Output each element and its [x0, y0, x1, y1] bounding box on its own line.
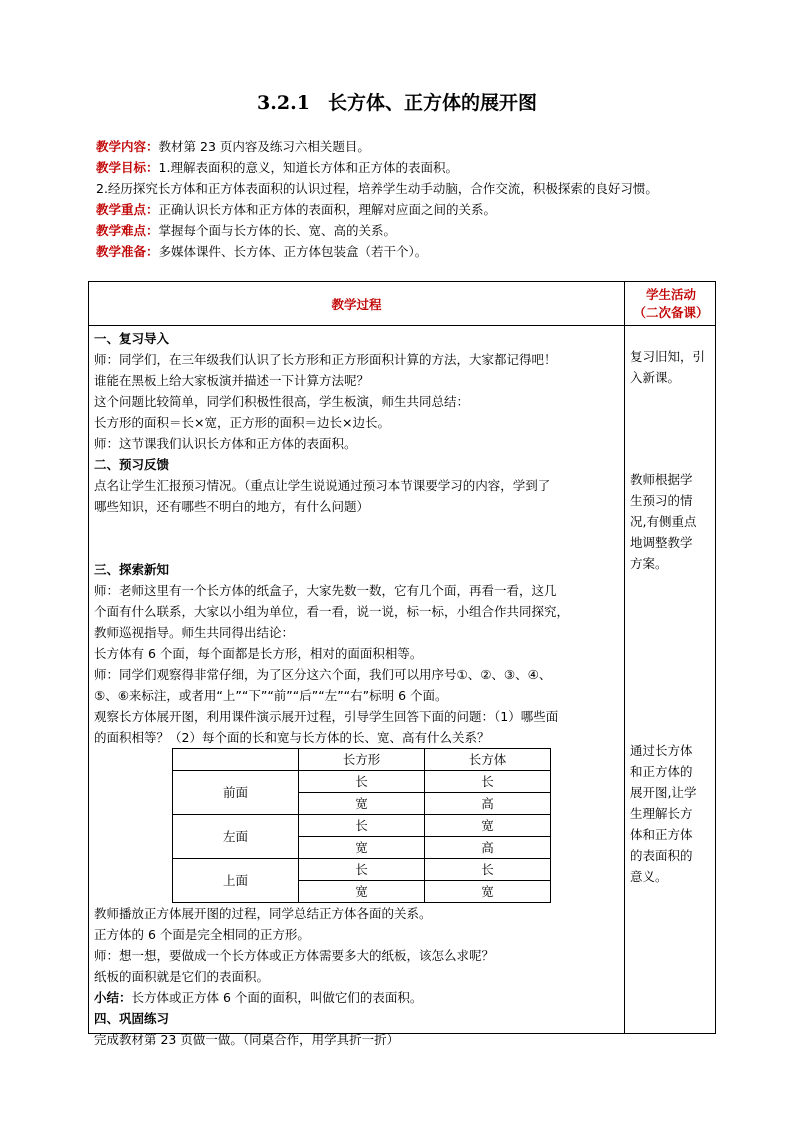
header-student-line2: （二次备课） [633, 305, 709, 320]
text-line: 师：同学们，在三年级我们认识了长方形和正方形面积计算的方法，大家都记得吧！ [94, 352, 557, 367]
meta-difficulty-text: 掌握每个面与长方体的长、宽、高的关系。 [158, 223, 397, 238]
table-cell: 长 [299, 771, 425, 793]
text-line: 完成教材第 23 页做一做。（同桌合作，用学具折一折） [94, 1032, 400, 1047]
student-activity-3 [630, 740, 714, 887]
meta-prep [96, 241, 736, 262]
table-cell: 高 [425, 793, 551, 815]
meta-difficulty-label: 教学难点： [96, 223, 159, 238]
table-cell: 宽 [299, 881, 425, 903]
summary-label: 小结： [94, 990, 132, 1005]
face-cell: 上面 [173, 859, 299, 903]
student-activity-1 [630, 346, 714, 388]
meta-content [96, 136, 736, 157]
face-cell: 前面 [173, 771, 299, 815]
table-header-cell: 长方形 [299, 749, 425, 771]
column-divider [624, 282, 625, 1033]
table-cell: 宽 [425, 815, 551, 837]
activity-line: 地调整教学 [630, 535, 693, 550]
meta-prep-label: 教学准备： [96, 244, 159, 259]
text-line: 纸板的面积就是它们的表面积。 [94, 969, 270, 984]
text-line: 师：老师这里有一个长方体的纸盒子，大家先数一数，它有几个面，再看一看，这几 [94, 583, 557, 598]
process-content [94, 328, 620, 1050]
table-row [173, 749, 551, 771]
spacer [94, 538, 620, 559]
meta-difficulty [96, 220, 736, 241]
meta-goal-text: 1.理解表面积的意义，知道长方体和正方体的表面积。 [158, 160, 458, 175]
face-cell: 左面 [173, 815, 299, 859]
table-cell: 高 [425, 837, 551, 859]
page-title [0, 88, 794, 115]
text-line: 正方体的 6 个面是完全相同的正方形。 [94, 927, 310, 942]
activity-line: 通过长方体 [630, 743, 693, 758]
table-cell: 长 [425, 771, 551, 793]
activity-line: 教师根据学 [630, 472, 693, 487]
table-cell: 长 [425, 859, 551, 881]
meta-goal-2: 2.经历探究长方体和正方体表面积的认识过程，培养学生动手动脑，合作交流，积极探索的良好习惯。 [96, 181, 658, 196]
activity-line: 生预习的情 [630, 493, 693, 508]
section-heading: 一、复习导入 [94, 331, 170, 346]
comparison-table [172, 748, 551, 903]
text-line: 师：同学们观察得非常仔细，为了区分这六个面，我们可以用序号①、②、③、④、 [94, 667, 552, 682]
activity-line: 况,有侧重点 [630, 514, 697, 529]
header-student-line1: 学生活动 [645, 287, 696, 302]
table-cell: 长 [299, 859, 425, 881]
activity-line: 入新课。 [630, 370, 681, 385]
table-row [173, 859, 551, 881]
table-cell: 宽 [425, 881, 551, 903]
activity-line: 意义。 [630, 869, 668, 884]
table-header-cell: 长方体 [425, 749, 551, 771]
text-line: 教师巡视指导。师生共同得出结论： [94, 625, 295, 640]
text-line: 长方形的面积＝长×宽，正方形的面积＝边长×边长。 [94, 415, 390, 430]
activity-line: 的表面积的 [630, 848, 693, 863]
title-text: 长方体、正方体的展开图 [327, 92, 537, 114]
table-cell [173, 749, 299, 771]
meta-goal [96, 157, 736, 178]
text-line: 点名让学生汇报预习情况。（重点让学生说说通过预习本节课要学习的内容，学到了 [94, 478, 551, 493]
lesson-table [88, 281, 716, 1047]
meta-goal-label: 教学目标： [96, 160, 159, 175]
meta-key-label: 教学重点： [96, 202, 159, 217]
activity-line: 生理解长方 [630, 806, 693, 821]
text-line: 的面积相等？（2）每个面的长和宽与长方体的长、宽、高有什么关系？ [94, 730, 490, 745]
summary-text: 长方体或正方体 6 个面的面积，叫做它们的表面积。 [131, 990, 423, 1005]
activity-line: 展开图,让学 [630, 785, 697, 800]
meta-content-text: 教材第 23 页内容及练习六相关题目。 [158, 139, 370, 154]
text-line: 长方体有 6 个面，每个面都是长方形，相对的面面积相等。 [94, 646, 423, 661]
text-line: 观察长方体展开图，利用课件演示展开过程，引导学生回答下面的问题：（1）哪些面 [94, 709, 559, 724]
meta-key-text: 正确认识长方体和正方体的表面积，理解对应面之间的关系。 [158, 202, 497, 217]
table-cell: 长 [299, 815, 425, 837]
meta-prep-text: 多媒体课件、长方体、正方体包装盒（若干个）。 [158, 244, 428, 259]
table-cell: 宽 [299, 837, 425, 859]
section-heading: 三、探索新知 [94, 562, 170, 577]
meta-key [96, 199, 736, 220]
header-student [625, 286, 717, 322]
header-process: 教学过程 [331, 297, 382, 312]
table-row [173, 771, 551, 793]
section-heading: 四、巩固练习 [94, 1011, 170, 1026]
student-activity-2 [630, 469, 714, 574]
activity-line: 复习旧知，引 [630, 349, 706, 364]
section-number: 3.2.1 [257, 92, 310, 114]
text-line: 师：这节课我们认识长方体和正方体的表面积。 [94, 436, 357, 451]
text-line: 这个问题比较简单，同学们积极性很高，学生板演，师生共同总结： [94, 394, 470, 409]
text-line: 哪些知识，还有哪些不明白的地方，有什么问题） [94, 499, 370, 514]
activity-line: 和正方体的 [630, 764, 693, 779]
spacer [94, 517, 620, 538]
summary-line [94, 987, 620, 1008]
text-line: 谁能在黑板上给大家板演并描述一下计算方法呢？ [94, 373, 370, 388]
table-cell: 宽 [299, 793, 425, 815]
text-line: ⑤、⑥来标注，或者用“上”“下”“前”“后”“左”“右”标明 6 个面。 [94, 688, 448, 703]
header-divider [89, 325, 715, 326]
text-line: 教师播放正方体展开图的过程，同学总结正方体各面的关系。 [94, 906, 432, 921]
meta-content-label: 教学内容： [96, 139, 159, 154]
activity-line: 体和正方体 [630, 827, 693, 842]
section-heading: 二、预习反馈 [94, 457, 170, 472]
text-line: 师：想一想，要做成一个长方体或正方体需要多大的纸板，该怎么求呢？ [94, 948, 495, 963]
text-line: 个面有什么联系，大家以小组为单位，看一看，说一说，标一标，小组合作共同探究， [94, 604, 570, 619]
lesson-meta [96, 136, 736, 262]
activity-line: 方案。 [630, 556, 668, 571]
table-row [173, 815, 551, 837]
